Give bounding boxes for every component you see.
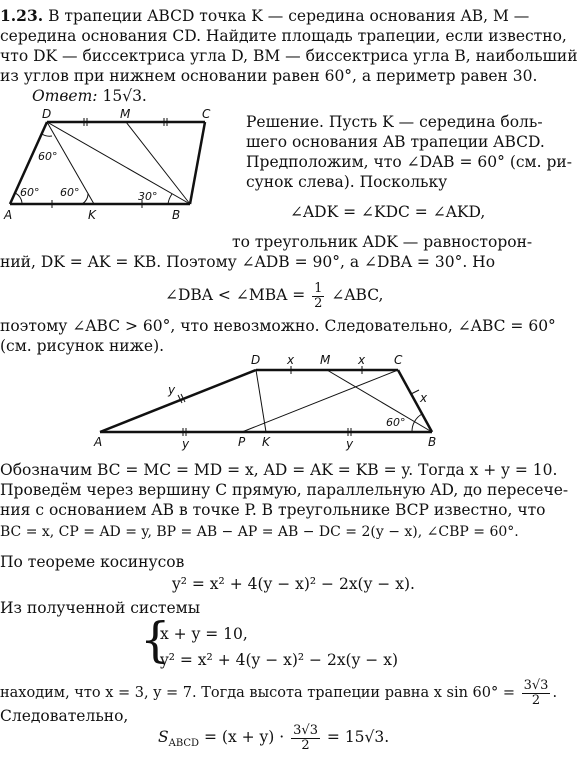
equation-3: y² = x² + 4(y − x)² − 2x(y − x). <box>172 575 415 593</box>
problem-number: 1.23. <box>0 6 44 25</box>
part2-line-2: Проведём через вершину C прямую, параллельную AD, до пересече- <box>0 481 569 499</box>
fig2-label-A: A <box>94 435 103 449</box>
fig2-label-y2: y <box>182 437 190 451</box>
fig1-angle-B: 30° <box>138 190 158 203</box>
equation-2: ∠DBA < ∠MBA = $\frac{1}{2}$ ∠ABC, <box>165 280 384 311</box>
part2-line-6: Из полученной системы <box>0 599 201 617</box>
solution-line-1: Решение. Пусть K — середина боль- <box>246 113 543 131</box>
fig1-label-C: C <box>202 107 211 121</box>
fraction-area: $\frac{3√3}{2}$ <box>293 722 318 753</box>
fig1-label-B: B <box>172 208 181 222</box>
fig2-label-x2: x <box>358 353 366 367</box>
system-line-2: y² = x² + 4(y − x)² − 2x(y − x) <box>160 651 398 669</box>
fig2-label-y3: y <box>346 437 354 451</box>
system-line-1: x + y = 10, <box>160 625 248 643</box>
fig1-label-M: M <box>120 107 131 121</box>
fig2-label-K: K <box>262 435 270 449</box>
part2-line-5: По теореме косинусов <box>0 553 185 571</box>
solution-line-7: поэтому ∠ABC > 60°, что невозможно. Следовательно, ∠ABC = 60° <box>0 317 556 335</box>
problem-line-3: что DK — биссектриса угла D, BM — биссектриса угла B, наибольший <box>0 47 578 65</box>
fig2-label-M: M <box>320 353 331 367</box>
fraction-height: $\frac{3√3}{2}$ <box>523 677 549 708</box>
solution-line-3: Предположим, что ∠DAB = 60° (см. ри- <box>246 153 572 171</box>
fig1-label-K: K <box>88 208 96 222</box>
equation-1: ∠ADK = ∠KDC = ∠AKD, <box>290 203 486 221</box>
solution-line-8: (см. рисунок ниже). <box>0 337 165 355</box>
fig1-angle-A: 60° <box>20 186 40 199</box>
solution-line-6: ний, DK = AK = KB. Поэтому ∠ADB = 90°, а ∠DBA = 30°. Но <box>0 253 496 271</box>
equation-4: $S_{ABCD} = (x + y)$ · $\frac{3√3}{2}$ = 15√3. <box>158 722 390 753</box>
part2-line-8: Следовательно, <box>0 707 129 725</box>
part2-line-4: BC = x, CP = AD = y, BP = AB − AP = AB − DC = 2(y − x), ∠CBP = 60°. <box>0 524 519 540</box>
solution-line-2: шего основания AB трапеции ABCD. <box>246 133 545 151</box>
fig2-label-B: B <box>428 435 437 449</box>
part2-line-3: ния с основанием AB в точке P. В треугольнике BCP известно, что <box>0 501 546 519</box>
fig2-label-x3: x <box>420 391 428 405</box>
problem-line-1: 1.23. В трапеции ABCD точка K — середина основания AB, M — <box>0 6 530 25</box>
fig2-label-C: C <box>394 353 403 367</box>
solution-line-4: сунок слева). Поскольку <box>246 173 448 191</box>
fig2-label-P: P <box>238 435 246 449</box>
figure-trapezoid-2 <box>0 352 533 452</box>
answer-value: 15√3. <box>102 87 147 105</box>
system-brace: { <box>140 612 171 668</box>
part2-line-7: находим, что x = 3, y = 7. Тогда высота трапеции равна x sin 60° = $\frac{3√3}{2}$ . <box>0 677 558 708</box>
problem-line-2: середина основания CD. Найдите площадь трапеции, если известно, <box>0 27 567 45</box>
fig2-label-y1: y <box>168 383 176 397</box>
solution-line-5: то треугольник ADK — равносторон- <box>232 233 533 251</box>
fig2-label-D: D <box>251 353 261 367</box>
fig1-angle-D: 60° <box>38 150 58 163</box>
fig1-angle-K: 60° <box>60 186 80 199</box>
problem-line-4: из углов при нижнем основании равен 60°, а периметр равен 30. <box>0 67 538 85</box>
fig2-label-x1: x <box>287 353 295 367</box>
fraction-half: $\frac{1}{2}$ <box>314 280 323 311</box>
figure-trapezoid-1 <box>0 108 230 223</box>
answer-line <box>32 86 147 106</box>
answer-label: Ответ: <box>32 87 98 105</box>
fig1-label-A: A <box>4 208 13 222</box>
part2-line-1: Обозначим BC = MC = MD = x, AD = AK = KB = y. Тогда x + y = 10. <box>0 461 558 479</box>
fig2-angle-B: 60° <box>386 416 406 429</box>
fig1-label-D: D <box>42 107 52 121</box>
